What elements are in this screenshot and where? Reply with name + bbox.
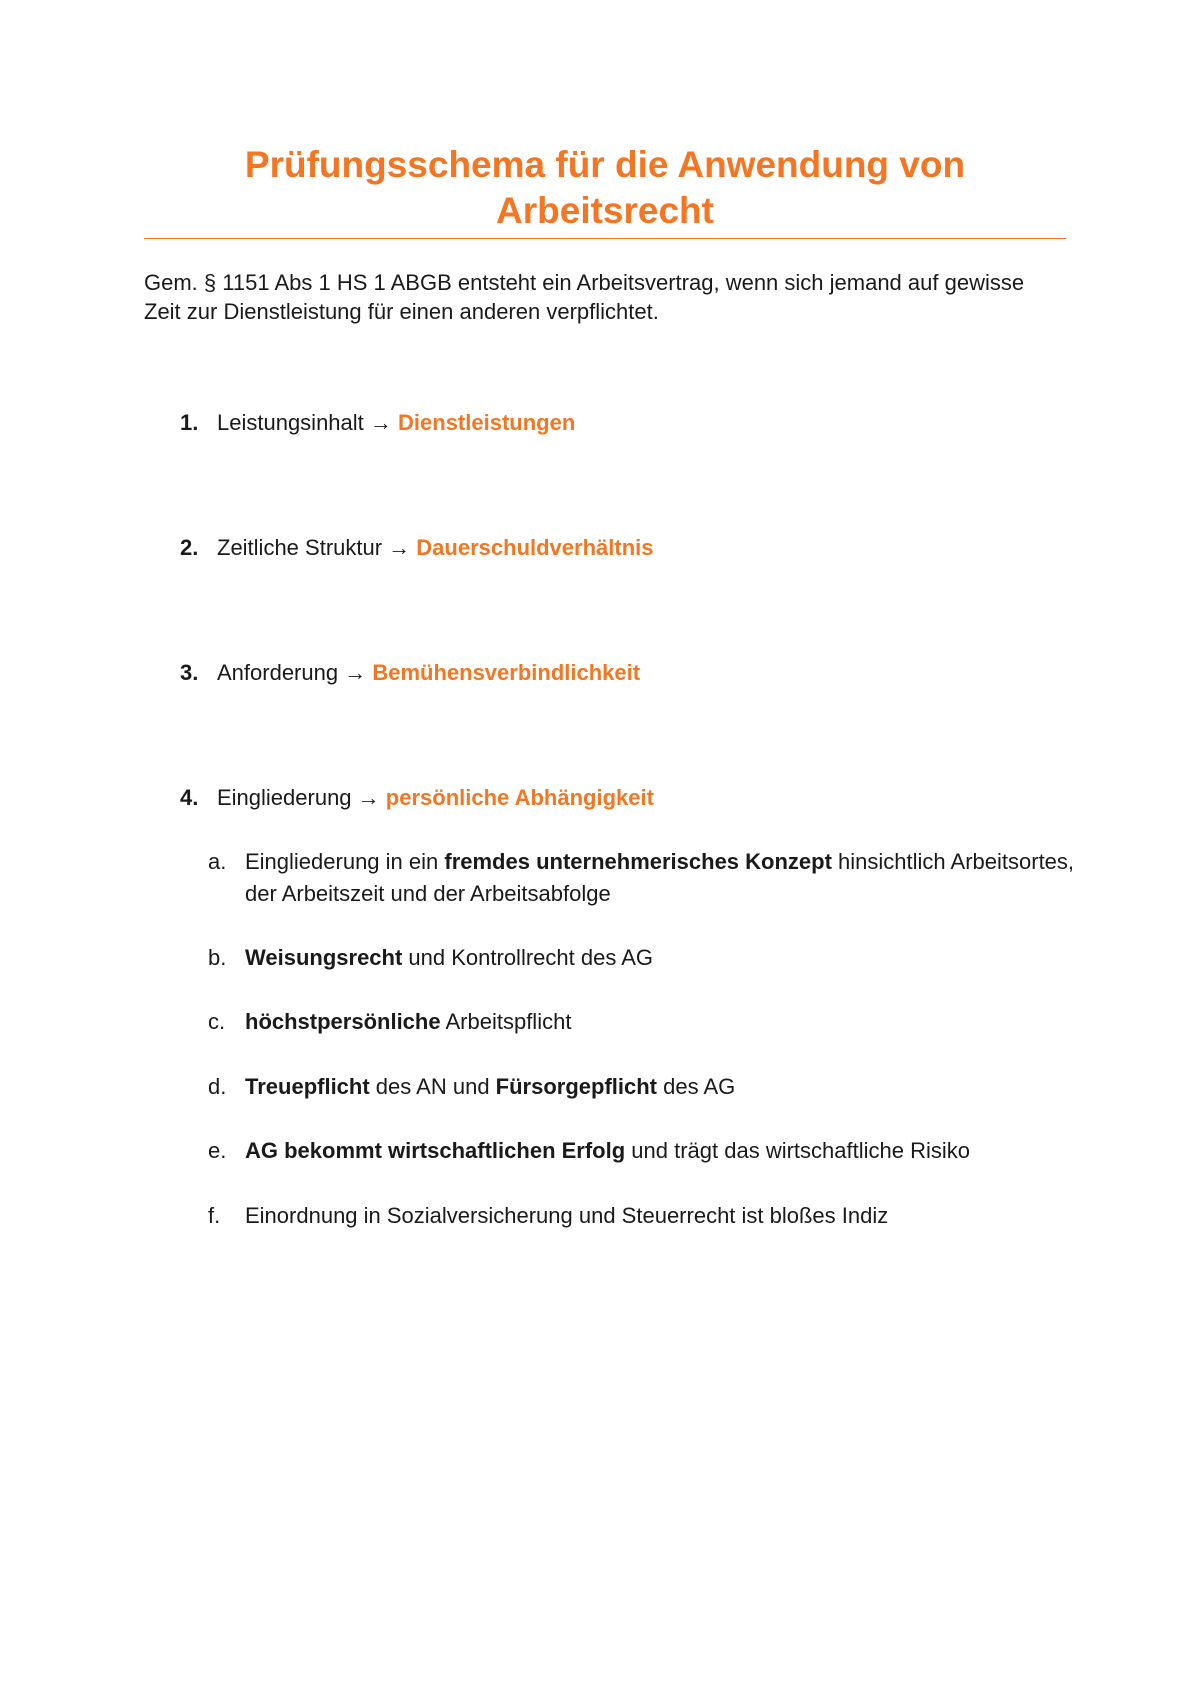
sub-item-e <box>208 1135 1088 1167</box>
document-title: Prüfungsschema für die Anwendung von Arbeitsrecht <box>244 144 966 231</box>
sub-item-letter: b. <box>208 945 227 970</box>
sub-item-letter: d. <box>208 1074 227 1099</box>
sub-item-b <box>208 942 1088 974</box>
list-item-result: Dauerschuldverhältnis <box>416 535 654 560</box>
list-item-number: 2. <box>180 535 199 560</box>
sub-item-a <box>208 846 1088 910</box>
list-item-number: 1. <box>180 410 199 435</box>
title-underline <box>144 238 1066 239</box>
list-item-number: 4. <box>180 785 199 810</box>
sub-item-text: höchstpersönliche Arbeitspflicht <box>245 1009 572 1034</box>
sub-item-text: Treuepflicht des AN und Fürsorgepflicht des AG <box>245 1074 736 1099</box>
list-item-result: Bemühensverbindlichkeit <box>372 660 641 685</box>
list-item-result: Dienstleistungen <box>398 410 576 435</box>
list-item-1 <box>180 408 575 437</box>
sub-item-letter: c. <box>208 1009 226 1034</box>
list-item-3 <box>180 658 640 687</box>
list-item-2 <box>180 533 653 562</box>
list-item-label: Zeitliche Struktur → <box>217 535 411 560</box>
sub-item-letter: a. <box>208 849 227 874</box>
sub-item-letter: f. <box>208 1203 221 1228</box>
sub-item-text: Eingliederung in ein fremdes unternehmerisches Konzept hinsichtlich Arbeitsortes, der Arbeitszeit und der Arbeitsabfolge <box>245 849 1075 906</box>
sub-item-text: Einordnung in Sozialversicherung und Steuerrecht ist bloßes Indiz <box>245 1203 889 1228</box>
list-item-result: persönliche Abhängigkeit <box>385 785 654 810</box>
list-item-number: 3. <box>180 660 199 685</box>
list-item-4 <box>180 783 654 812</box>
list-item-label: Anforderung → <box>217 660 367 685</box>
list-item-label: Eingliederung → <box>217 785 380 810</box>
sub-item-letter: e. <box>208 1138 227 1163</box>
list-item-label: Leistungsinhalt → <box>217 410 392 435</box>
intro-paragraph: Gem. § 1151 Abs 1 HS 1 ABGB entsteht ein Arbeitsvertrag, wenn sich jemand auf gewisse Zeit zur Dienstleistung für einen anderen verpflichtet. <box>144 270 1025 324</box>
sub-item-d <box>208 1071 1088 1103</box>
sub-item-text: AG bekommt wirtschaftlichen Erfolg und trägt das wirtschaftliche Risiko <box>245 1138 970 1163</box>
sub-item-text: Weisungsrecht und Kontrollrecht des AG <box>245 945 654 970</box>
sub-item-c <box>208 1006 1088 1038</box>
sub-item-f <box>208 1200 1088 1232</box>
